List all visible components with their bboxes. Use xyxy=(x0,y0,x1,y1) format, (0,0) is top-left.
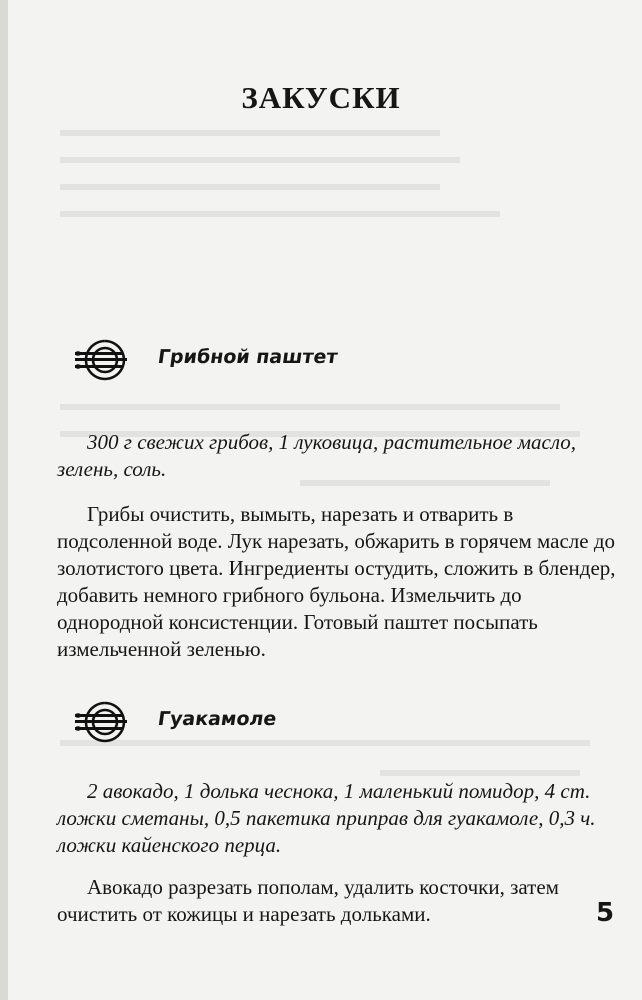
plate-with-cutlery-icon xyxy=(74,338,136,382)
page-title: ЗАКУСКИ xyxy=(241,80,401,115)
recipe-ingredients: 300 г свежих грибов, 1 луковица, растительное масло, зелень, соль. xyxy=(57,430,577,481)
recipe-method: Авокадо разрезать пополам, удалить косточки, затем очистить от кожицы и нарезать дольками. xyxy=(57,875,559,926)
plate-with-cutlery-icon xyxy=(74,700,136,744)
recipe-title: Грибной паштет xyxy=(156,346,339,368)
recipe-title: Гуакамоле xyxy=(156,708,278,730)
recipe-mushroom-pate xyxy=(0,338,642,661)
page-number: 5 xyxy=(596,898,615,928)
recipe-ingredients: 2 авокадо, 1 долька чеснока, 1 маленький помидор, 4 ст. ложки сметаны, 0,5 пакетика приправ для гуакамоле, 0,3 ч. ложки кайенского перца. xyxy=(57,779,596,857)
recipe-guacamole xyxy=(0,700,642,926)
recipe-method: Грибы очистить, вымыть, нарезать и отварить в подсоленной воде. Лук нарезать, обжарить в горячем масле до золотистого цвета. Ингредиенты остудить, сложить в блендер, добавить немного грибного бульона. Измельчить до однородной консистенции. Готовый паштет посыпать измельченной зеленью. xyxy=(57,502,616,661)
recipe-header xyxy=(0,338,642,382)
recipe-header xyxy=(0,700,642,744)
